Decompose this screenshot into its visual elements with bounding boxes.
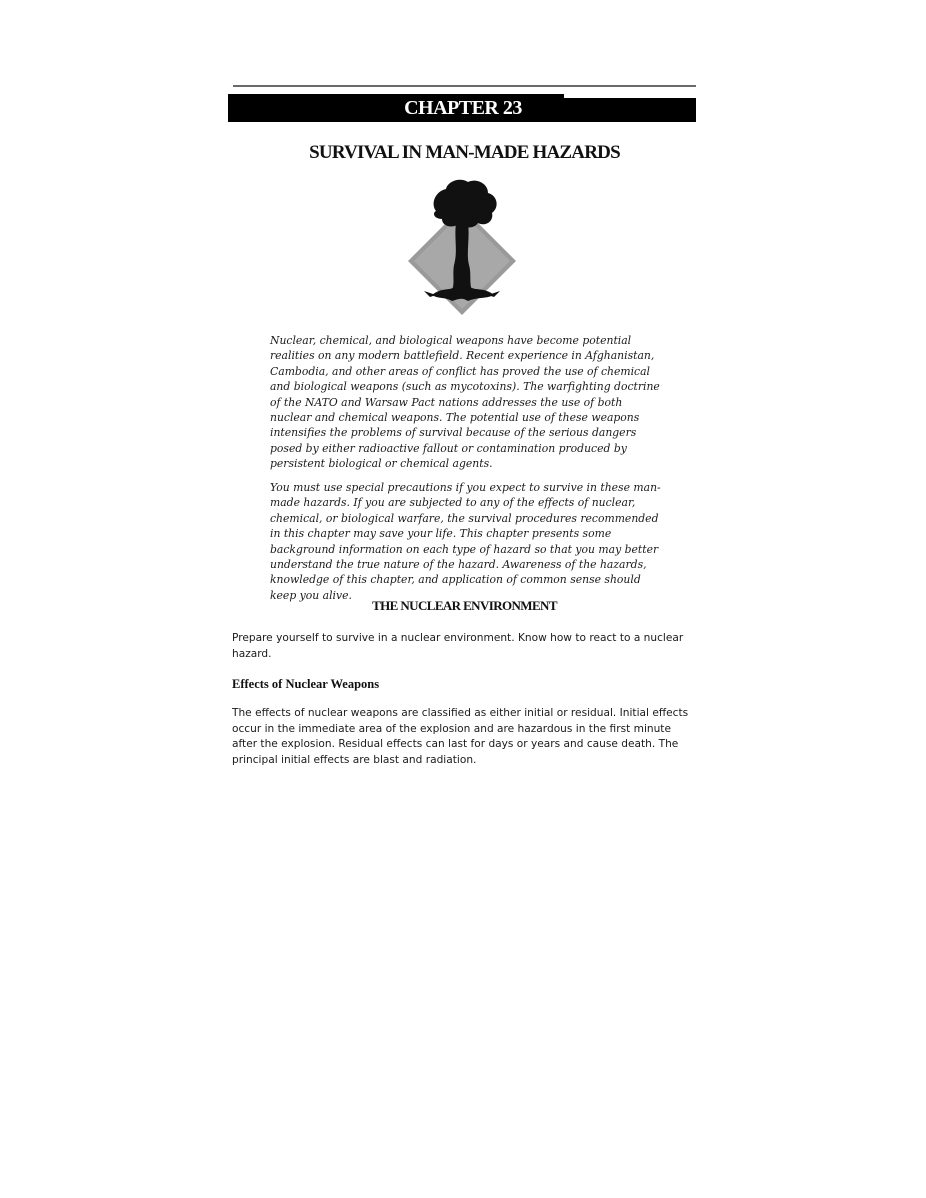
section-heading: THE NUCLEAR ENVIRONMENT <box>372 598 557 613</box>
intro-paragraph: Nuclear, chemical, and biological weapons have become potential realities on any modern battlefield. Recent experience in Afghanistan, Cambodia, and other areas of conflict has proved the use of chemical and biological weapons (such as mycotoxins). The warfighting doctrine of the NATO and Warsaw Pact nations addresses the use of both nuclear and chemical weapons. The potential use of these weapons intensifies the problems of survival because of the serious dangers posed by either radioactive fallout or contamination produced by persistent biological or chemical agents. <box>270 334 660 471</box>
chapter-title: SURVIVAL IN MAN-MADE HAZARDS <box>309 142 620 163</box>
body-paragraph: The effects of nuclear weapons are classified as either initial or residual. Initial effects occur in the immediate area of the explosion and are hazardous in the first minute after the explosion. Residual effects can last for days or years and cause death. The principal initial effects are blast and radiation. <box>232 707 689 766</box>
subsection-heading: Effects of Nuclear Weapons <box>232 677 380 691</box>
mushroom-cloud-diamond-icon <box>402 173 522 321</box>
top-rule <box>233 85 696 87</box>
chapter-banner <box>228 94 696 122</box>
intro-paragraph: You must use special precautions if you expect to survive in these man-made hazards. If you are subjected to any of the effects of nuclear, chemical, or biological warfare, the survival procedures recommended in this chapter may save your life. This chapter presents some background information on each type of hazard so that you may better understand the true nature of the hazard. Awareness of the hazards, knowledge of this chapter, and application of common sense should keep you alive. <box>270 481 661 602</box>
chapter-label: CHAPTER 23 <box>404 97 522 119</box>
body-paragraph: Prepare yourself to survive in a nuclear environment. Know how to react to a nuclear hazard. <box>232 632 684 660</box>
chapter-banner-tail <box>564 98 696 122</box>
